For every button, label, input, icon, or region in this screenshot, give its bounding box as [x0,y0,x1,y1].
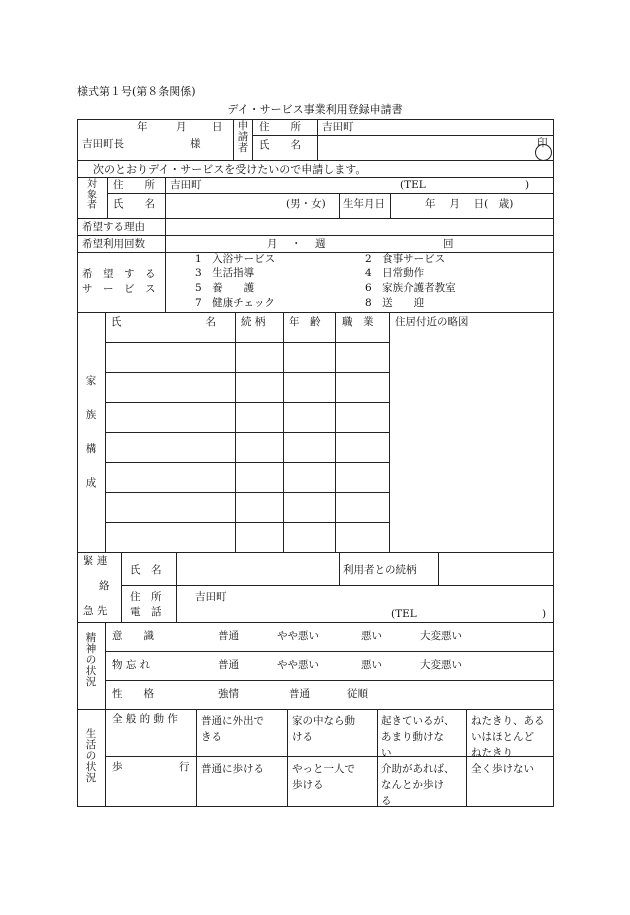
date-year: 年 [137,121,148,133]
emergency-name-label: 氏 名 [130,564,162,576]
col-age: 年 齢 [289,316,321,328]
applicant-address-label: 住 所 [259,121,301,133]
forgetfulness-label: 物 忘 れ [112,659,151,671]
consciousness-opt-2: やや悪い [277,630,319,642]
col-job: 職 業 [342,316,374,328]
request-text: 次のとおりデイ・サービスを受けたいので申請します。 [93,163,367,176]
emergency-tel-open: (TEL [391,608,417,620]
emergency-label-bottom: 急 先 [83,605,108,617]
frequency-dot: ・ [291,238,302,250]
frequency-times: 回 [443,238,454,250]
subject-tel-open: (TEL [400,179,426,191]
subject-tel-close: ) [525,179,530,191]
addressee-sama: 様 [190,138,201,150]
walking-opt-4: 全く歩けない [471,763,534,775]
reason-label: 希望する理由 [82,221,145,233]
applicant-label: 申 請 者 [237,120,249,155]
subject-address-value: 吉田町 [170,179,202,191]
consciousness-opt-3: 悪い [361,630,382,642]
frequency-week: 週 [315,238,326,250]
subject-name-label: 氏 名 [113,198,155,210]
emergency-phone-label: 電 話 [130,606,162,618]
form-number: 様式第１号(第８条関係) [77,85,196,98]
personality-opt-1: 強情 [218,688,239,700]
emergency-relation-label: 利用者との続柄 [343,564,417,576]
consciousness-label: 意 識 [112,630,154,642]
walking-label-a: 歩 [112,761,123,773]
service-item-4: 4 日常動作 [365,267,425,279]
frequency-label: 希望利用回数 [82,238,145,250]
general-movement-opt-1: 普通に外出で きる [201,715,264,743]
applicant-name-label: 氏 名 [259,139,301,151]
general-movement-opt-2: 家の中なら動 ける [292,715,355,743]
application-form [77,119,554,807]
emergency-label-mid: 絡 [99,580,110,592]
addressee: 吉田町長 [82,138,124,150]
family-label: 家 族 構 成 [85,375,97,489]
seal-label: 印 [537,137,548,149]
mental-label: 精 神 の 状 況 [85,632,97,689]
col-name: 氏 名 [111,316,216,328]
forgetfulness-opt-1: 普通 [218,659,239,671]
form-title: デイ・サービス事業利用登録申請書 [227,103,403,116]
subject-address-label: 住 所 [113,179,155,191]
birthdate-value: 年 月 日( 歳) [425,198,514,210]
walking-opt-2: やっと一人で 歩ける [292,763,355,791]
consciousness-opt-4: 大変悪い [420,630,462,642]
general-movement-opt-4: ねたきり、ある いはほとんど ねたきり [471,715,545,759]
subject-gender: (男・女) [286,198,326,210]
service-item-1: 1 入浴サービス [195,253,276,265]
service-item-2: 2 食事サービス [365,253,446,265]
general-movement-opt-3: 起きているが、 あまり動けな い [381,715,455,759]
walking-label-b: 行 [179,761,190,773]
life-label: 生 活 の 状 況 [85,728,97,785]
walking-opt-1: 普通に歩ける [201,763,264,775]
emergency-address-value: 吉田町 [195,591,227,603]
service-item-3: 3 生活指導 [195,267,255,279]
personality-opt-2: 普通 [289,688,310,700]
emergency-tel-close: ) [542,608,547,620]
forgetfulness-opt-2: やや悪い [277,659,319,671]
services-label-line2: サ ー ビ ス [82,283,156,295]
walking-opt-3: 介助があれば、 なんとか歩け る [381,763,455,807]
general-movement-label: 全 般 的 動 作 [112,713,178,725]
service-item-8: 8 送 迎 [365,297,425,309]
date-month: 月 [176,121,187,133]
forgetfulness-opt-4: 大変悪い [420,659,462,671]
col-map: 住居付近の略図 [395,316,469,328]
date-day: 日 [212,121,223,133]
applicant-address-value: 吉田町 [322,121,354,133]
emergency-address-label: 住 所 [130,591,162,603]
forgetfulness-opt-3: 悪い [361,659,382,671]
frequency-month: 月 [267,238,278,250]
personality-label: 性 格 [112,688,154,700]
services-label-line1: 希 望 す る [82,268,156,280]
personality-opt-3: 従順 [347,688,368,700]
service-item-6: 6 家族介護者教室 [365,282,456,294]
birthdate-label: 生年月日 [343,198,385,210]
subject-label: 対 象 者 [87,179,97,211]
col-relation: 続 柄 [241,316,266,328]
seal-circle [535,144,552,161]
consciousness-opt-1: 普通 [218,630,239,642]
service-item-5: 5 養 護 [195,282,255,294]
emergency-label-top: 緊 連 [83,555,108,567]
service-item-7: 7 健康チェック [195,297,275,309]
